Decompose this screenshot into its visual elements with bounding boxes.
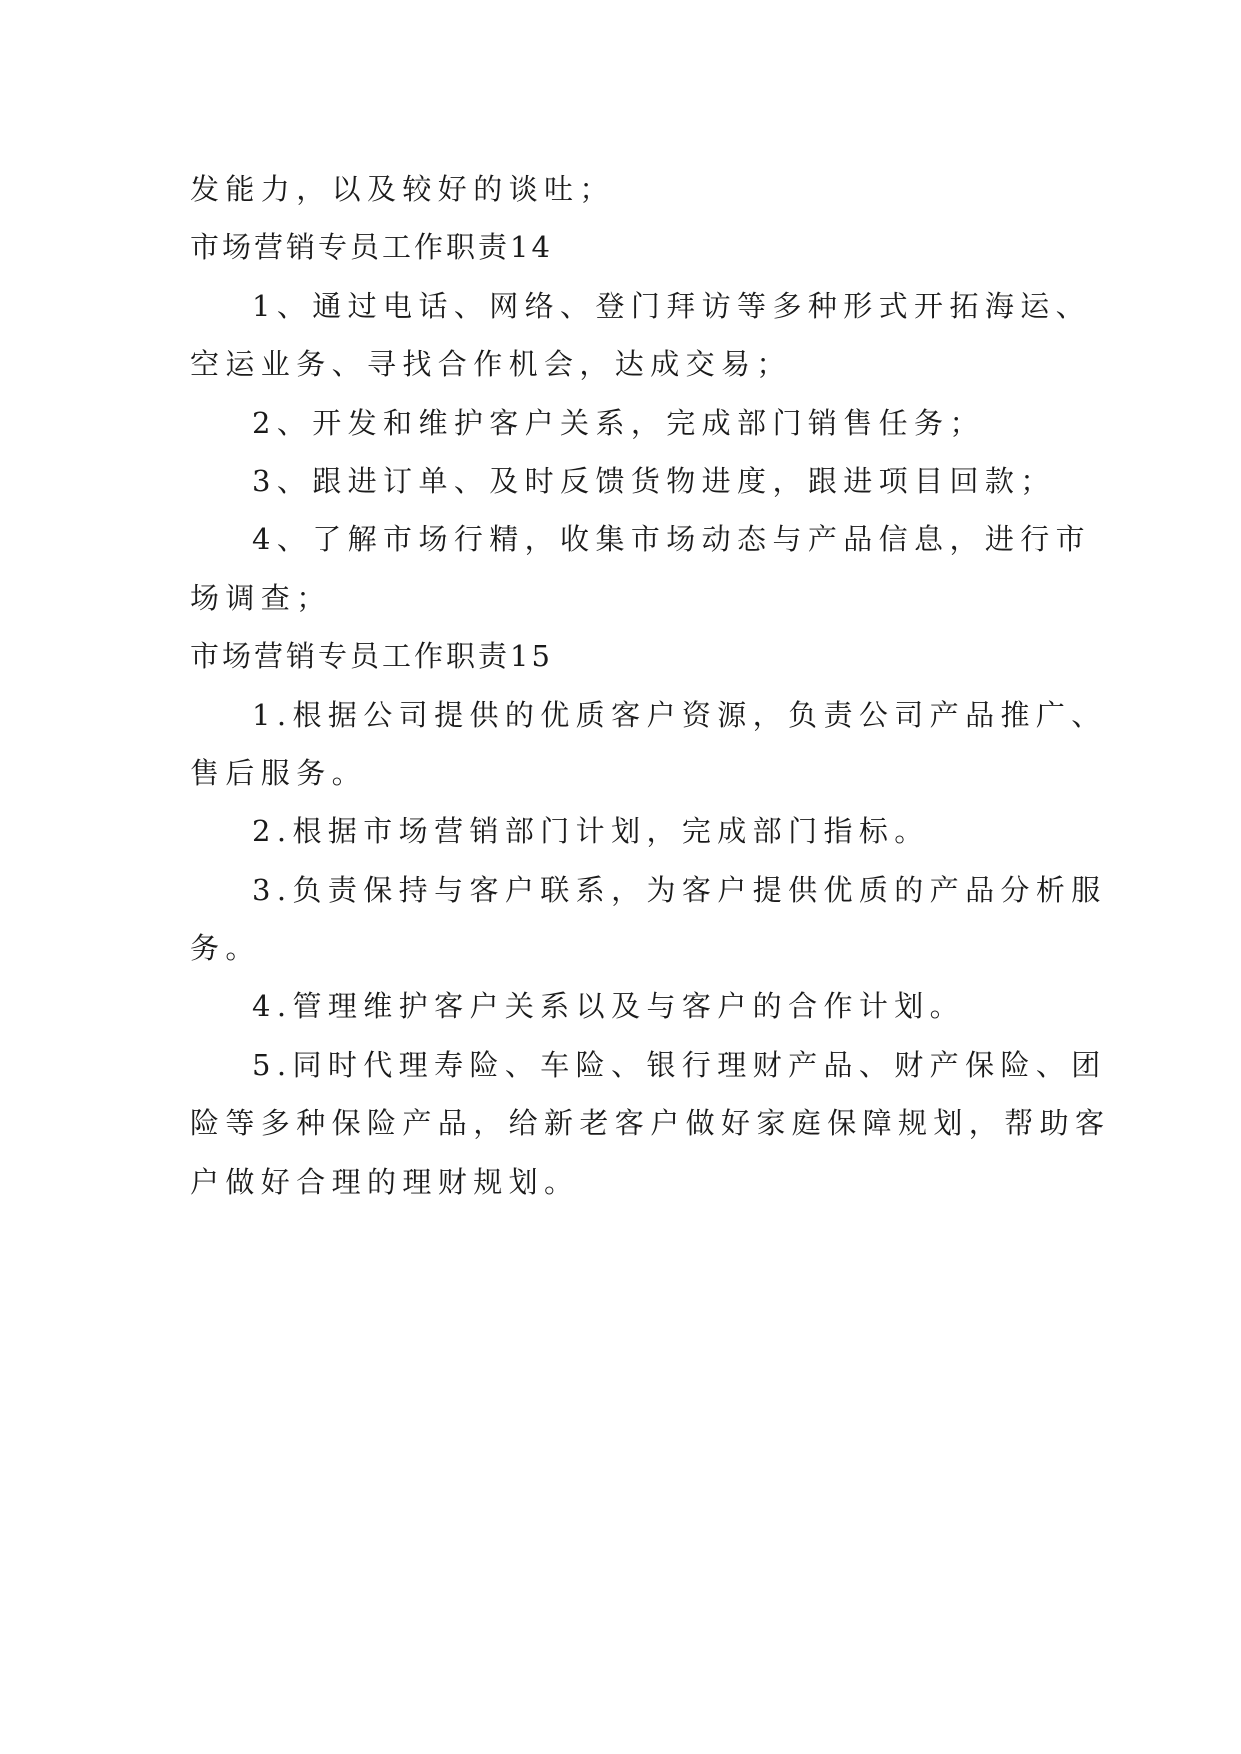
list-item-15-1: 1.根据公司提供的优质客户资源，负责公司产品推广、 <box>252 697 1107 732</box>
list-item-14-3: 3、跟进订单、及时反馈货物进度，跟进项目回款； <box>252 463 1056 498</box>
list-item-15-4: 4.管理维护客户关系以及与客户的合作计划。 <box>252 989 966 1024</box>
list-item-15-1-cont: 售后服务。 <box>190 755 368 790</box>
list-item-14-1: 1、通过电话、网络、登门拜访等多种形式开拓海运、 <box>252 288 1092 323</box>
list-item-15-5-cont-1: 险等多种保险产品，给新老客户做好家庭保障规划，帮助客 <box>190 1106 1111 1141</box>
list-item-15-5-cont-2: 户做好合理的理财规划。 <box>190 1164 580 1199</box>
list-item-15-2: 2.根据市场营销部门计划，完成部门指标。 <box>252 814 930 849</box>
list-item-15-3-cont: 务。 <box>190 931 261 966</box>
list-item-15-3: 3.负责保持与客户联系，为客户提供优质的产品分析服 <box>252 872 1107 907</box>
document-body <box>190 160 1111 1211</box>
list-item-14-4: 4、了解市场行精，收集市场动态与产品信息，进行市 <box>252 522 1092 557</box>
section-heading-15: 市场营销专员工作职责15 <box>190 639 553 674</box>
list-item-14-4-cont: 场调查； <box>190 580 332 615</box>
list-item-15-5: 5.同时代理寿险、车险、银行理财产品、财产保险、团 <box>252 1047 1107 1082</box>
list-item-14-1-cont: 空运业务、寻找合作机会，达成交易； <box>190 347 792 382</box>
section-heading-14: 市场营销专员工作职责14 <box>190 230 553 265</box>
text-line-continuation: 发能力，以及较好的谈吐； <box>190 172 615 206</box>
list-item-14-2: 2、开发和维护客户关系，完成部门销售任务； <box>252 405 985 440</box>
